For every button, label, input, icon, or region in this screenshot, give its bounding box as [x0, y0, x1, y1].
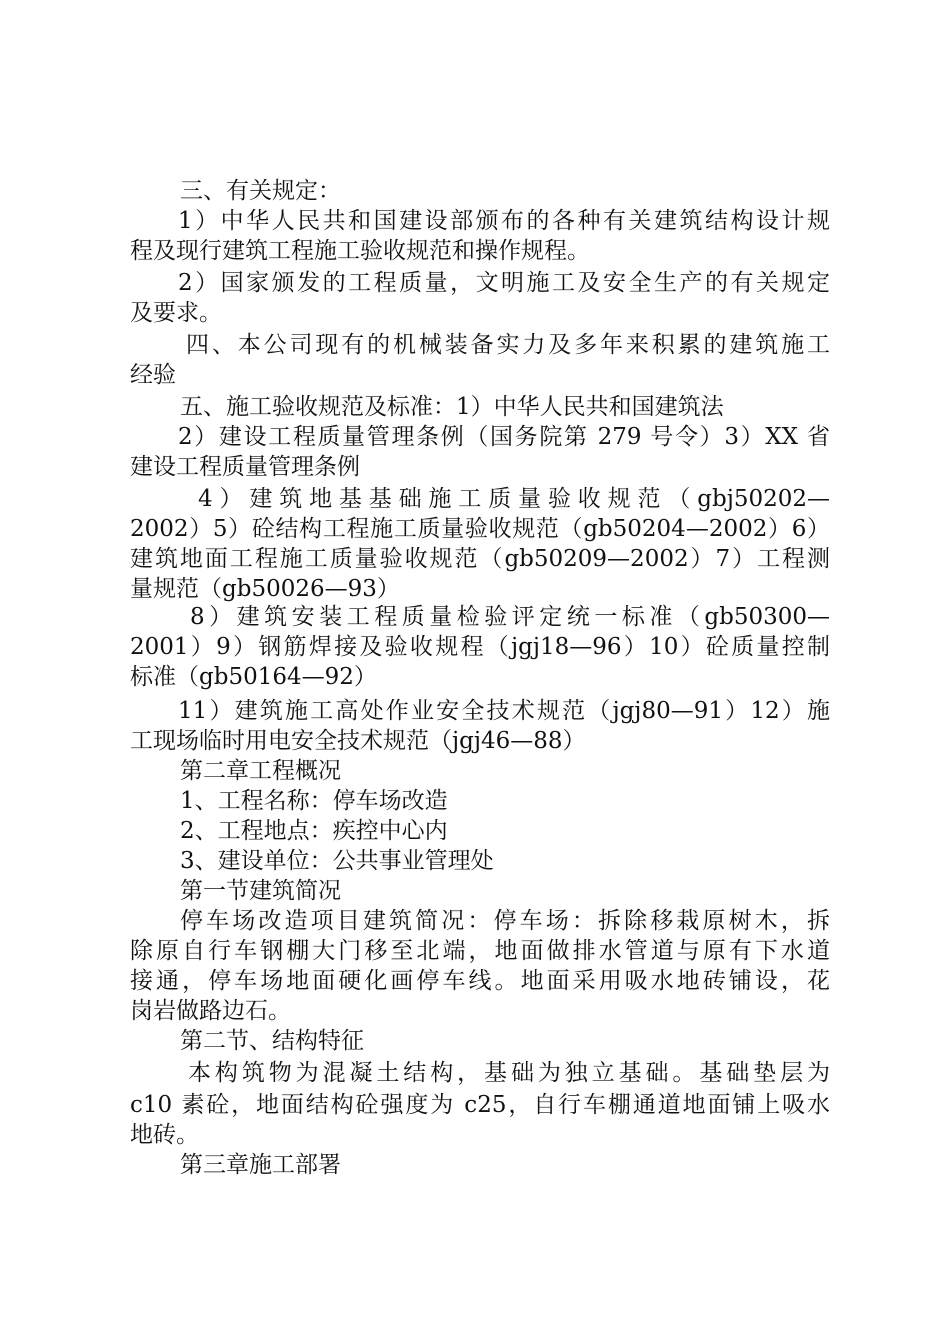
text-line: 11）建筑施工高处作业安全技术规范（jgj80—91）12）施 — [178, 698, 830, 724]
text-line: 2、工程地点：疾控中心内 — [180, 818, 448, 844]
text-line: 建设工程质量管理条例 — [130, 454, 360, 480]
text-line: 本构筑物为混凝土结构，基础为独立基础。基础垫层为 — [188, 1060, 830, 1086]
text-line: 2002）5）砼结构工程施工质量验收规范（gb50204—2002）6） — [130, 516, 830, 542]
text-line: 2）国家颁发的工程质量，文明施工及安全生产的有关规定 — [178, 270, 830, 296]
text-line: 标准（gb50164—92） — [130, 664, 377, 690]
text-line: 8）建筑安装工程质量检验评定统一标准（gb50300— — [190, 604, 830, 630]
text-line: 程及现行建筑工程施工验收规范和操作规程。 — [130, 238, 590, 264]
text-line: 岗岩做路边石。 — [130, 998, 291, 1024]
chapter-heading: 第二章工程概况 — [180, 758, 341, 784]
text-line: 工现场临时用电安全技术规范（jgj46—88） — [130, 728, 586, 754]
text-line: 地砖。 — [130, 1122, 199, 1148]
section-heading: 三、有关规定： — [180, 178, 341, 204]
text-line: 2）建设工程质量管理条例（国务院第 279 号令）3）XX 省 — [178, 424, 830, 450]
text-line: 除原自行车钢棚大门移至北端，地面做排水管道与原有下水道 — [130, 938, 830, 964]
chapter-heading: 第三章施工部署 — [180, 1152, 341, 1178]
text-line: 四、本公司现有的机械装备实力及多年来积累的建筑施工 — [186, 332, 830, 358]
text-line: 量规范（gb50026—93） — [130, 576, 400, 602]
section-heading: 第一节建筑简况 — [180, 878, 341, 904]
text-line: 停车场改造项目建筑简况：停车场：拆除移栽原树木，拆 — [180, 908, 830, 934]
text-line: 五、施工验收规范及标准：1）中华人民共和国建筑法 — [180, 394, 724, 420]
text-line: 及要求。 — [130, 300, 222, 326]
text-line: 经验 — [130, 362, 176, 388]
text-line: 3、建设单位：公共事业管理处 — [180, 848, 494, 874]
text-line: 2001）9）钢筋焊接及验收规程（jgj18—96）10）砼质量控制 — [130, 634, 830, 660]
text-line: 1）中华人民共和国建设部颁布的各种有关建筑结构设计规 — [178, 208, 830, 234]
text-line: 建筑地面工程施工质量验收规范（gb50209—2002）7）工程测 — [130, 546, 830, 572]
text-line: c10 素砼，地面结构砼强度为 c25，自行车棚通道地面铺上吸水 — [130, 1092, 830, 1118]
section-heading: 第二节、结构特征 — [180, 1028, 364, 1054]
text-line: 4）建筑地基基础施工质量验收规范（gbj50202— — [198, 486, 830, 512]
text-line: 接通，停车场地面硬化画停车线。地面采用吸水地砖铺设，花 — [130, 968, 830, 994]
text-line: 1、工程名称：停车场改造 — [180, 788, 448, 814]
